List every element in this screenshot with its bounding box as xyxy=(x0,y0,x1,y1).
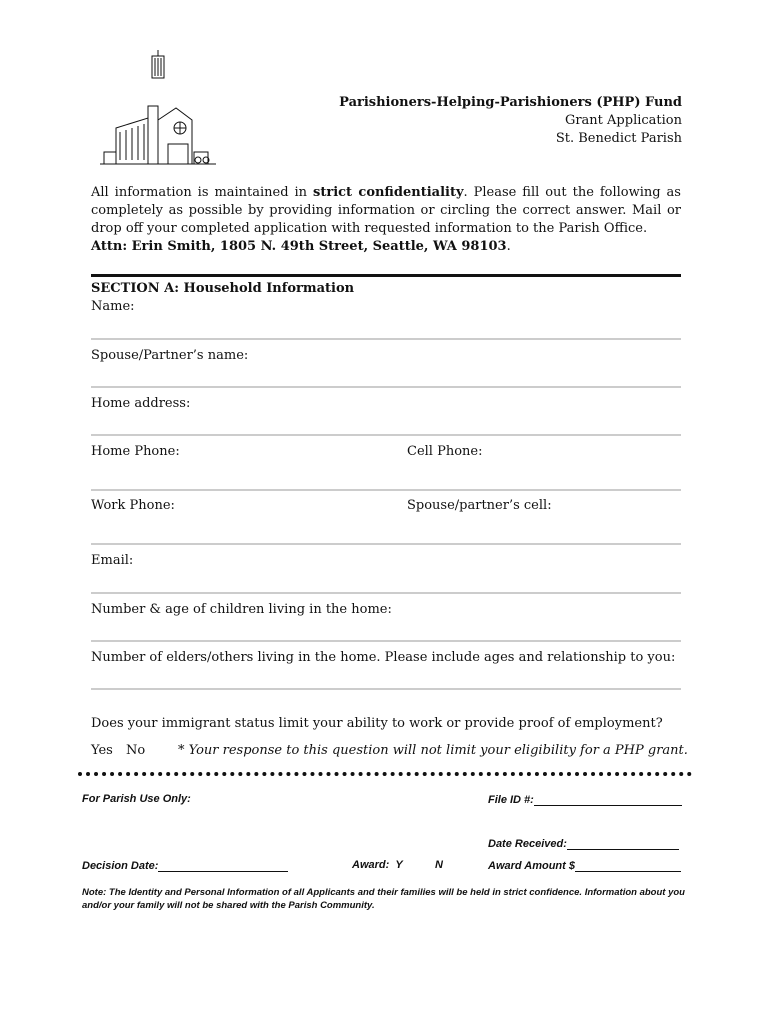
home-address-label: Home address: xyxy=(91,396,191,411)
cell-phone-label: Cell Phone: xyxy=(407,444,483,459)
children-field[interactable] xyxy=(91,640,681,642)
date-received-row xyxy=(488,837,679,850)
decision-date-label: Decision Date: xyxy=(82,860,159,872)
award-amount-field[interactable] xyxy=(575,859,681,872)
form-subtitle: Grant Application xyxy=(564,113,682,128)
email-label: Email: xyxy=(91,553,134,568)
award-label: Award: xyxy=(352,859,390,871)
work-phone-label: Work Phone: xyxy=(91,498,175,513)
immigrant-note: * Your response to this question will not limit your eligibility for a PHP grant. xyxy=(178,743,688,758)
home-address-field[interactable] xyxy=(91,434,681,436)
date-received-label: Date Received: xyxy=(488,838,567,850)
dotted-separator xyxy=(78,772,692,776)
intro-text-2: . Please fill out the following as completely as possible by providing information or circling the correct answer. Mail or drop off your completed application with requested information to the Parish Office. xyxy=(91,185,681,236)
spouse-name-label: Spouse/Partner’s name: xyxy=(91,348,249,363)
attn-address: Attn: Erin Smith, 1805 N. 49th Street, Seattle, WA 98103 xyxy=(91,239,507,254)
intro-paragraph xyxy=(91,184,681,256)
elders-label: Number of elders/others living in the home. Please include ages and relationship to you: xyxy=(91,650,676,665)
date-received-field[interactable] xyxy=(567,837,679,850)
award-no[interactable]: N xyxy=(435,859,443,871)
decision-date-field[interactable] xyxy=(158,859,288,872)
home-phone-label: Home Phone: xyxy=(91,444,180,459)
award-yes[interactable]: Y xyxy=(395,859,403,871)
award-row xyxy=(352,859,403,871)
form-title: Parishioners-Helping-Parishioners (PHP) Fund xyxy=(339,95,682,110)
file-id-label: File ID #: xyxy=(488,794,534,806)
immigrant-question: Does your immigrant status limit your ability to work or provide proof of employment? xyxy=(91,716,663,731)
confidentiality-note: Note: The Identity and Personal Information of all Applicants and their families will be held in strict confidence. Information about you and/or your family will not be shared with the Parish Community. xyxy=(82,887,685,911)
children-label: Number & age of children living in the home: xyxy=(91,602,392,617)
no-option[interactable]: No xyxy=(126,743,146,758)
file-id-row xyxy=(488,793,682,806)
yes-option[interactable]: Yes xyxy=(91,743,113,758)
spouse-cell-label: Spouse/partner’s cell: xyxy=(407,498,552,513)
name-field[interactable] xyxy=(91,338,681,340)
decision-date-row xyxy=(82,859,288,872)
section-divider xyxy=(91,274,681,277)
elders-field[interactable] xyxy=(91,688,681,690)
intro-text-1: All information is maintained in xyxy=(91,185,314,200)
intro-bold: strict confidentiality xyxy=(313,185,464,200)
phone-field[interactable] xyxy=(91,489,681,491)
file-id-field[interactable] xyxy=(534,793,682,806)
parish-use-title: For Parish Use Only: xyxy=(82,793,191,805)
form-header xyxy=(339,94,682,148)
intro-period: . xyxy=(506,239,511,254)
award-amount-row xyxy=(488,859,681,872)
email-field[interactable] xyxy=(91,592,681,594)
spouse-name-field[interactable] xyxy=(91,386,681,388)
name-label: Name: xyxy=(91,299,135,314)
award-amount-label: Award Amount $ xyxy=(488,860,575,872)
section-a-title: SECTION A: Household Information xyxy=(91,281,355,296)
work-phone-field[interactable] xyxy=(91,543,681,545)
church-logo-icon xyxy=(96,48,220,170)
parish-name: St. Benedict Parish xyxy=(555,131,682,146)
